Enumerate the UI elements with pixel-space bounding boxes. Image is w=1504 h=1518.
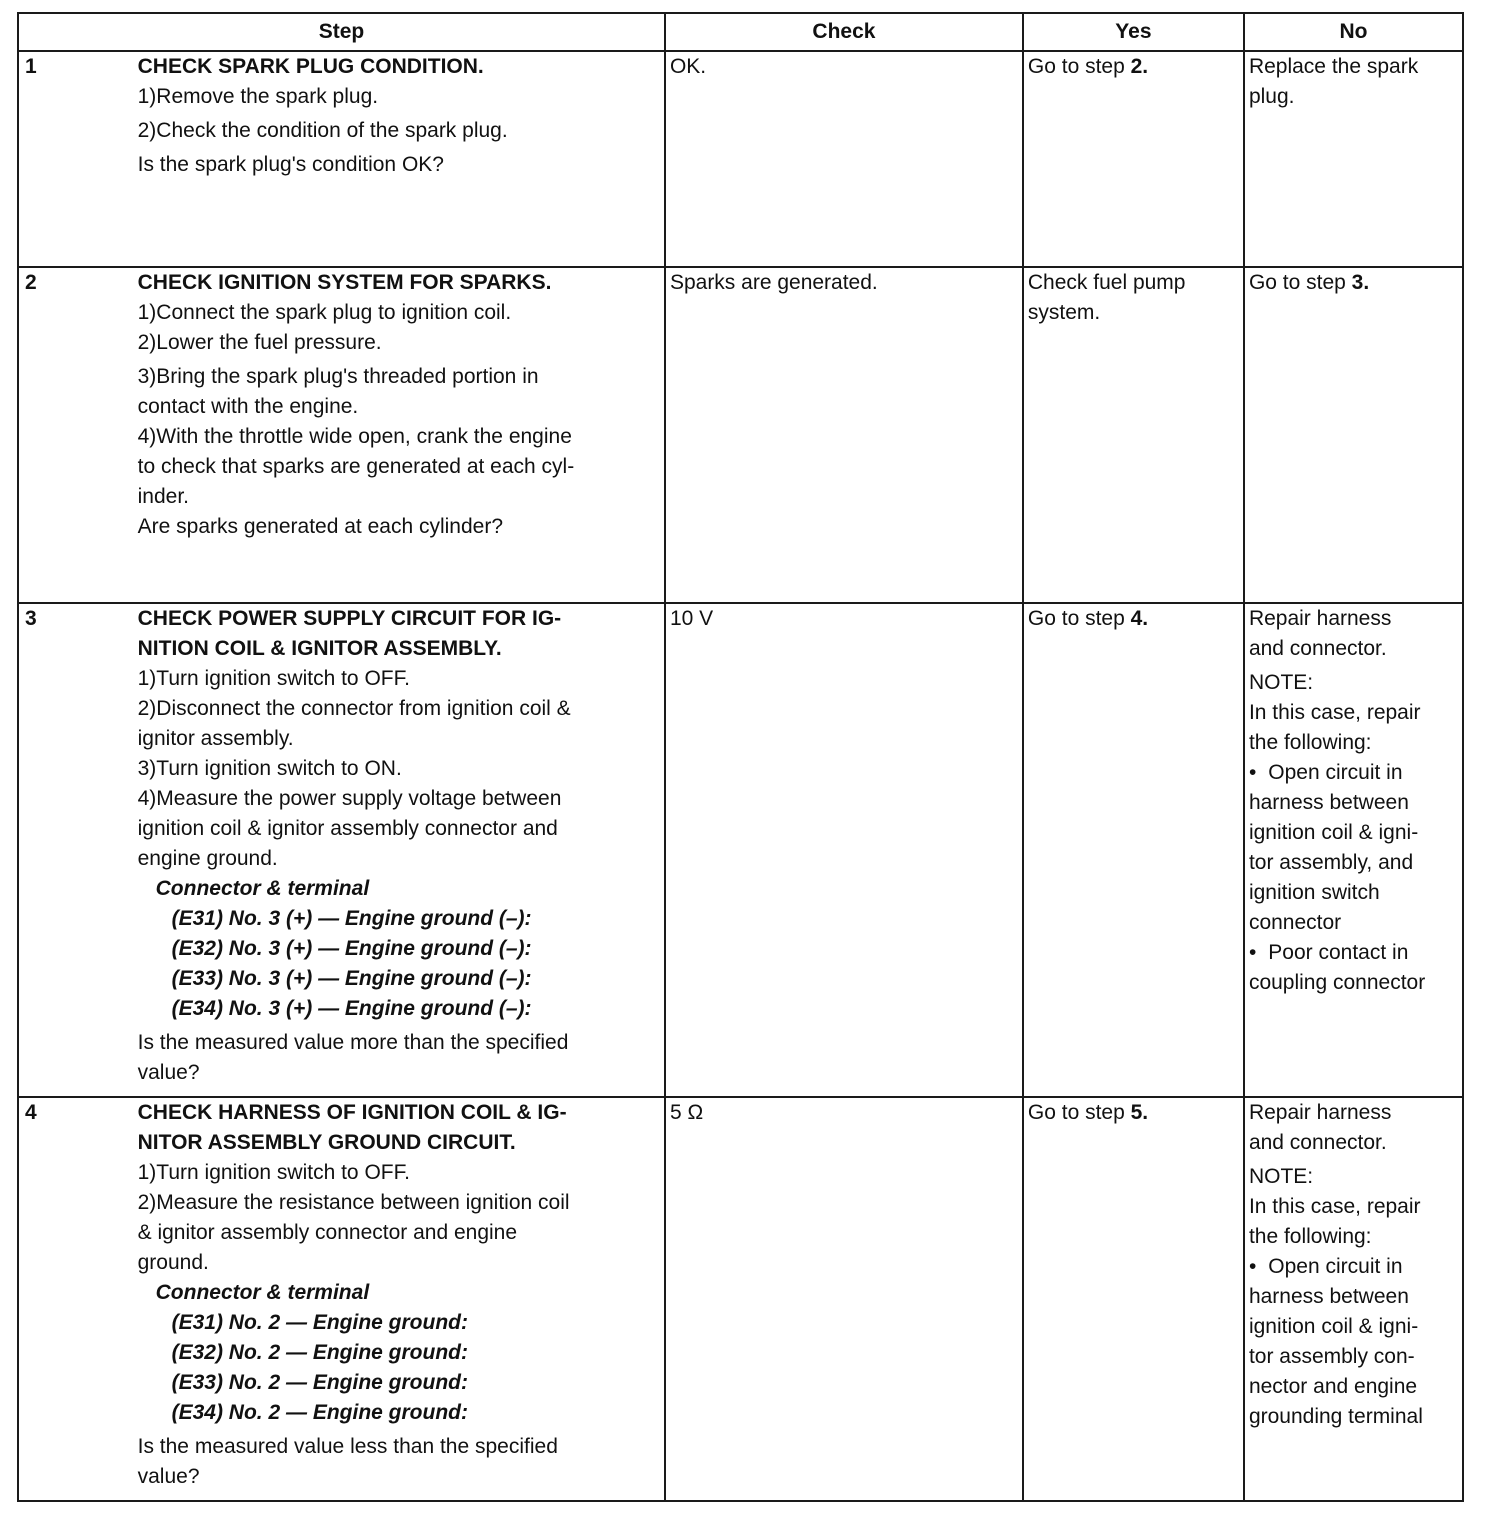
table-row xyxy=(18,267,1463,603)
no-action: Repair harness and connector. NOTE: In this case, repair the following: • Open circuit in harness between ignition coil & igni- tor assembly con- nector and engine grounding terminal xyxy=(1244,1097,1463,1501)
yes-action: Check fuel pump system. xyxy=(1023,267,1244,603)
no-action: Go to step 3. xyxy=(1244,267,1463,603)
header-step: Step xyxy=(18,13,665,51)
check-value: 10 V xyxy=(665,603,1023,1097)
check-value: Sparks are generated. xyxy=(665,267,1023,603)
connector-title: Connector & terminal xyxy=(155,1281,370,1304)
table-row xyxy=(18,1097,1463,1501)
step-title: CHECK HARNESS OF IGNITION COIL & IG- xyxy=(137,1101,567,1124)
step-number: 2 xyxy=(18,267,136,603)
header-yes: Yes xyxy=(1023,13,1244,51)
no-action: Replace the spark plug. xyxy=(1244,51,1463,267)
step-question: Is the measured value less than the specified xyxy=(137,1435,558,1458)
bullet-item: • Open circuit in xyxy=(1249,1252,1459,1282)
header-row xyxy=(18,13,1463,51)
connector-title: Connector & terminal xyxy=(155,877,370,900)
step-title: CHECK IGNITION SYSTEM FOR SPARKS. xyxy=(137,271,552,294)
header-no: No xyxy=(1244,13,1463,51)
connector-terminal: (E33) No. 2 — Engine ground: xyxy=(171,1371,468,1394)
check-value: 5 Ω xyxy=(665,1097,1023,1501)
connector-terminal: (E32) No. 3 (+) — Engine ground (–): xyxy=(171,937,532,960)
step-title: CHECK POWER SUPPLY CIRCUIT FOR IG- xyxy=(137,607,562,630)
connector-terminal: (E34) No. 2 — Engine ground: xyxy=(171,1401,468,1424)
connector-terminal: (E32) No. 2 — Engine ground: xyxy=(171,1341,468,1364)
step-number: 4 xyxy=(18,1097,136,1501)
yes-action: Go to step 4. xyxy=(1023,603,1244,1097)
step-number: 1 xyxy=(18,51,136,267)
yes-action: Go to step 2. xyxy=(1023,51,1244,267)
diagnostic-table xyxy=(17,12,1464,1502)
connector-terminal: (E31) No. 2 — Engine ground: xyxy=(171,1311,468,1334)
step-description: CHECK POWER SUPPLY CIRCUIT FOR IG- NITION COIL & IGNITOR ASSEMBLY. 1)Turn ignition switch to OFF. 2)Disconnect the connector from ignition coil & ignitor assembly. 3)Turn ignition switch to ON. 4)Measure the power supply voltage between ignition coil & ignitor assembly connector and engine ground. Connector & terminal (E31) No. 3 (+) — Engine ground (–): (E32) No. 3 (+) — Engine ground (–): (E33) No. 3 (+) — Engine ground (–): (E34) No. 3 (+) — Engine ground (–): Is the measured value more than the specified value? xyxy=(136,603,665,1097)
note-label: NOTE: xyxy=(1248,1165,1314,1188)
check-value: OK. xyxy=(665,51,1023,267)
step-description: CHECK IGNITION SYSTEM FOR SPARKS. 1)Connect the spark plug to ignition coil. 2)Lower the fuel pressure. 3)Bring the spark plug's threaded portion in contact with the engine. 4)With the throttle wide open, crank the engine to check that sparks are generated at each cyl- inder. Are sparks generated at each cylinder? xyxy=(136,267,665,603)
step-line: 1)Remove the spark plug. xyxy=(137,85,379,108)
connector-terminal: (E33) No. 3 (+) — Engine ground (–): xyxy=(171,967,532,990)
connector-terminal: (E34) No. 3 (+) — Engine ground (–): xyxy=(171,997,532,1020)
note-label: NOTE: xyxy=(1248,671,1314,694)
header-check: Check xyxy=(665,13,1023,51)
step-description xyxy=(136,51,665,267)
step-number: 3 xyxy=(18,603,136,1097)
no-action: Repair harness and connector. NOTE: In this case, repair the following: • Open circuit in harness between ignition coil & igni- tor assembly, and ignition switch connector • Poor contact in coupling connector xyxy=(1244,603,1463,1097)
step-line: 2)Check the condition of the spark plug. xyxy=(137,119,508,142)
table-row xyxy=(18,51,1463,267)
step-question: Are sparks generated at each cylinder? xyxy=(137,515,504,538)
step-question: Is the spark plug's condition OK? xyxy=(137,153,444,176)
step-question: Is the measured value more than the specified xyxy=(137,1031,569,1054)
bullet-item: • Open circuit in xyxy=(1249,758,1459,788)
step-description: CHECK HARNESS OF IGNITION COIL & IG- NITOR ASSEMBLY GROUND CIRCUIT. 1)Turn ignition switch to OFF. 2)Measure the resistance between ignition coil & ignitor assembly connector and engine ground. Connector & terminal (E31) No. 2 — Engine ground: (E32) No. 2 — Engine ground: (E33) No. 2 — Engine ground: (E34) No. 2 — Engine ground: Is the measured value less than the specified value? xyxy=(136,1097,665,1501)
connector-terminal: (E31) No. 3 (+) — Engine ground (–): xyxy=(171,907,532,930)
bullet-item: • Poor contact in xyxy=(1249,938,1459,968)
table-row xyxy=(18,603,1463,1097)
step-title: CHECK SPARK PLUG CONDITION. xyxy=(137,55,484,78)
yes-action: Go to step 5. xyxy=(1023,1097,1244,1501)
